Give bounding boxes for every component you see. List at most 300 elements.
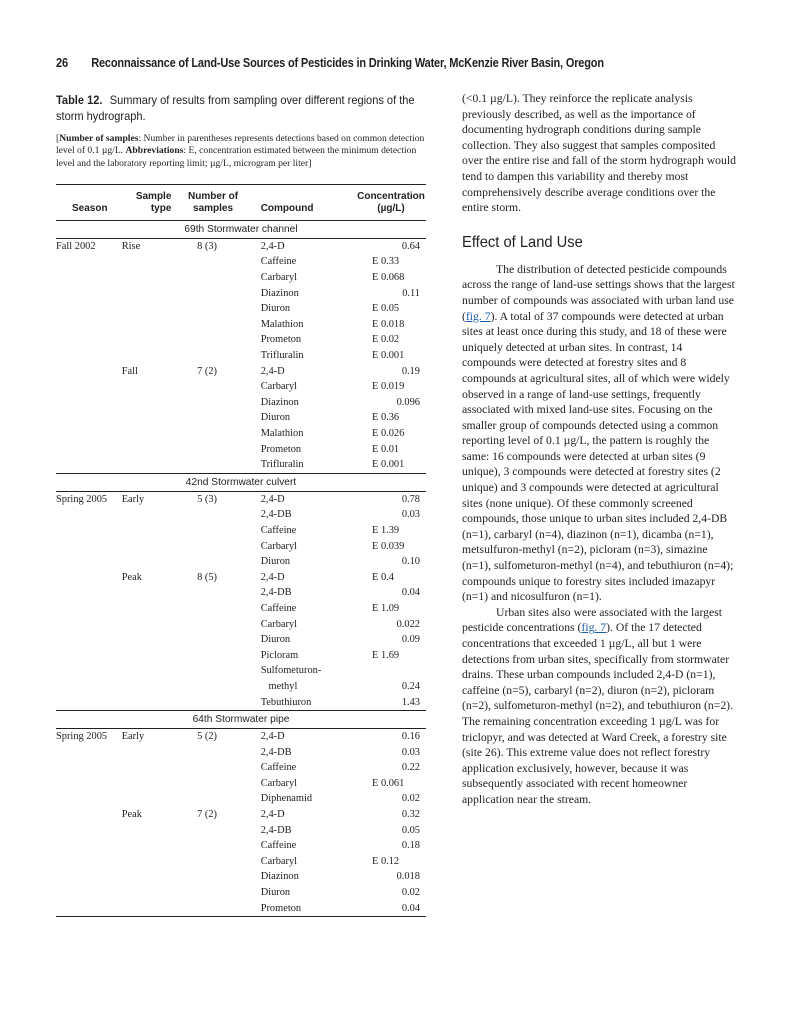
- season-cell: [56, 379, 122, 395]
- season-cell: [56, 823, 122, 839]
- samples-cell: [175, 379, 250, 395]
- table-row: [56, 410, 426, 426]
- table-row: [56, 301, 426, 317]
- concentration-value: E 0.4: [372, 571, 394, 583]
- season-cell: [56, 364, 122, 380]
- concentration-cell: [356, 632, 426, 648]
- samples-cell: [175, 410, 250, 426]
- concentration-value: E 0.33: [372, 256, 400, 268]
- sample-type-cell: [122, 760, 176, 776]
- samples-cell: [175, 632, 250, 648]
- season-cell: [56, 885, 122, 901]
- season-cell: [56, 617, 122, 633]
- samples-cell: [175, 838, 250, 854]
- compound-cell: 2,4-D: [260, 493, 285, 505]
- concentration-value: E 0.001: [372, 350, 405, 362]
- compound-cell: Trifluralin: [260, 350, 304, 362]
- concentration-value: 0.11: [402, 287, 420, 299]
- season-cell: [56, 507, 122, 523]
- table-row: [56, 695, 426, 711]
- concentration-cell: [356, 301, 426, 317]
- concentration-cell: [356, 457, 426, 473]
- compound-cell: 2,4-D: [260, 731, 285, 743]
- samples-cell: [175, 426, 250, 442]
- concentration-value: 0.04: [401, 902, 420, 914]
- samples-cell: 7 (2): [197, 809, 217, 821]
- concentration-cell: [356, 348, 426, 364]
- samples-cell: 5 (2): [197, 731, 217, 743]
- sample-type-cell: [122, 901, 176, 917]
- season-cell: [56, 632, 122, 648]
- concentration-cell: [356, 791, 426, 807]
- samples-cell: [175, 663, 250, 679]
- season-cell: [56, 901, 122, 917]
- sample-type-cell: [122, 601, 176, 617]
- concentration-cell: [356, 663, 426, 679]
- table-header-row: [56, 184, 426, 220]
- sample-type-cell: Peak: [121, 571, 142, 583]
- concentration-cell: [356, 442, 426, 458]
- concentration-value: E 0.001: [372, 459, 405, 471]
- concentration-value: 0.03: [401, 509, 420, 521]
- season-cell: [56, 301, 122, 317]
- note-bracket: [: [56, 133, 60, 144]
- sample-type-cell: [122, 885, 176, 901]
- sample-type-cell: [122, 679, 176, 695]
- concentration-value: 0.24: [401, 680, 420, 692]
- sample-type-cell: [122, 539, 176, 555]
- compound-cell: Carbaryl: [260, 855, 298, 867]
- season-cell: [56, 854, 122, 870]
- samples-cell: [175, 679, 250, 695]
- sample-type-cell: [122, 632, 176, 648]
- samples-cell: [175, 348, 250, 364]
- season-cell: [56, 760, 122, 776]
- sample-type-cell: Fall: [121, 365, 138, 377]
- samples-cell: [175, 901, 250, 917]
- col-header-season: Season: [56, 184, 122, 220]
- concentration-value: 0.096: [396, 396, 420, 408]
- table-row: [56, 617, 426, 633]
- col-header-number-of-samples: Number of samples: [175, 184, 250, 220]
- table-row: [56, 570, 426, 586]
- season-cell: [56, 601, 122, 617]
- compound-cell: Prometon: [251, 901, 356, 917]
- table-row: [56, 807, 426, 823]
- intro-paragraph: (<0.1 µg/L). They reinforce the replicate analysis previously described, as well as the importance of documenting hydrograph conditions during sample collection. They also suggest that samples composited over the entire rise and fall of the storm hydrograph would tend to dampen this variability and thereby most comprehensively describe average conditions over the entire storm.: [462, 92, 736, 215]
- samples-cell: [175, 760, 250, 776]
- compound-cell: Picloram: [260, 649, 299, 661]
- concentration-value: 0.02: [401, 793, 420, 805]
- table-row: [56, 601, 426, 617]
- season-cell: [56, 332, 122, 348]
- samples-cell: 5 (3): [197, 493, 217, 505]
- sample-type-cell: [122, 286, 176, 302]
- samples-cell: [175, 395, 250, 411]
- season-cell: [56, 286, 122, 302]
- compound-cell: 2,4-D: [260, 809, 285, 821]
- table-row: [56, 776, 426, 792]
- concentration-value: E 0.02: [372, 334, 400, 346]
- concentration-cell: [356, 317, 426, 333]
- compound-cell: 2,4-D: [260, 571, 285, 583]
- table-row: [56, 679, 426, 695]
- compound-cell: Malathion: [260, 318, 304, 330]
- concentration-value: E 1.69: [372, 649, 400, 661]
- table-row: [56, 442, 426, 458]
- table-row: [56, 729, 426, 745]
- compound-cell: Diuron: [260, 303, 291, 315]
- table-row: [56, 426, 426, 442]
- concentration-value: 0.64: [401, 240, 420, 252]
- samples-cell: 7 (2): [197, 365, 217, 377]
- samples-cell: [175, 791, 250, 807]
- concentration-value: E 0.039: [372, 540, 405, 552]
- concentration-cell: [356, 286, 426, 302]
- season-cell: Spring 2005: [56, 493, 108, 505]
- table-row: [56, 823, 426, 839]
- season-cell: [56, 869, 122, 885]
- compound-cell: Diuron: [260, 412, 291, 424]
- compound-cell: Diphenamid: [260, 793, 313, 805]
- sample-type-cell: Peak: [121, 809, 142, 821]
- page-number: 26: [56, 56, 68, 70]
- compound-cell: Prometon: [260, 443, 302, 455]
- table-column: [56, 92, 426, 917]
- concentration-cell: [356, 776, 426, 792]
- compound-cell: Malathion: [260, 428, 304, 440]
- samples-cell: [175, 869, 250, 885]
- running-title: Reconnaissance of Land-Use Sources of Pesticides in Drinking Water, McKenzie River Basin, Oregon: [91, 56, 604, 70]
- concentration-value: 0.02: [401, 887, 420, 899]
- table-row: [56, 238, 426, 254]
- sample-type-cell: [122, 617, 176, 633]
- season-cell: [56, 254, 122, 270]
- concentration-value: 0.22: [401, 762, 420, 774]
- season-cell: Fall 2002: [56, 240, 96, 252]
- note-term-samples: Number of samples: [59, 133, 139, 144]
- season-cell: [56, 585, 122, 601]
- section-title: 42nd Stormwater culvert: [56, 473, 426, 491]
- concentration-value: E 0.05: [372, 303, 400, 315]
- season-cell: [56, 807, 122, 823]
- table-caption-text: Summary of results from sampling over different regions of the storm hydrograph.: [56, 93, 415, 123]
- concentration-cell: [356, 539, 426, 555]
- concentration-cell: [356, 679, 426, 695]
- section-title: 69th Stormwater channel: [56, 220, 426, 238]
- season-cell: [56, 426, 122, 442]
- concentration-cell: [356, 901, 426, 917]
- compound-cell: Carbaryl: [260, 272, 298, 284]
- season-cell: [56, 457, 122, 473]
- concentration-value: E 0.12: [372, 855, 400, 867]
- sample-type-cell: [122, 554, 176, 570]
- concentration-cell: [356, 523, 426, 539]
- compound-cell: Diuron: [260, 634, 291, 646]
- concentration-cell: [356, 395, 426, 411]
- samples-cell: [175, 317, 250, 333]
- season-cell: [56, 442, 122, 458]
- samples-cell: [175, 457, 250, 473]
- samples-cell: [175, 854, 250, 870]
- table-note: [56, 133, 426, 170]
- sample-type-cell: Early: [121, 731, 145, 743]
- section-row: [56, 711, 426, 729]
- sample-type-cell: [122, 663, 176, 679]
- samples-cell: [175, 442, 250, 458]
- season-cell: [56, 348, 122, 364]
- compound-cell: methyl: [260, 680, 298, 692]
- col-header-concentration: Concentration (µg/L): [356, 184, 426, 220]
- sample-type-cell: [122, 648, 176, 664]
- sample-type-cell: [122, 869, 176, 885]
- table-row: [56, 539, 426, 555]
- concentration-cell: [356, 364, 426, 380]
- table-row: [56, 491, 426, 507]
- note-text-samples: : Number in parentheses represents detections based on common detection level of 0.1 µg/L.: [56, 133, 425, 157]
- table-row: [56, 854, 426, 870]
- table-row: [56, 254, 426, 270]
- table-row: [56, 286, 426, 302]
- concentration-cell: [356, 854, 426, 870]
- table-row: [56, 901, 426, 917]
- compound-cell: 2,4-DB: [260, 746, 292, 758]
- table-caption: [56, 92, 424, 124]
- compound-cell: Caffeine: [260, 602, 297, 614]
- concentration-value: 0.19: [401, 365, 420, 377]
- samples-cell: [175, 648, 250, 664]
- sample-type-cell: [122, 745, 176, 761]
- table-row: [56, 648, 426, 664]
- concentration-cell: [356, 270, 426, 286]
- section-row: [56, 220, 426, 238]
- compound-cell: Caffeine: [260, 524, 297, 536]
- concentration-value: E 1.39: [372, 524, 400, 536]
- samples-cell: [175, 286, 250, 302]
- table-row: [56, 838, 426, 854]
- concentration-cell: [356, 648, 426, 664]
- table-row: [56, 507, 426, 523]
- note-text-abbreviations: : E, concentration estimated between the minimum detection level and the laboratory reporting limit; µg/L, microgram per liter]: [56, 145, 417, 169]
- table-row: [56, 885, 426, 901]
- section-row: [56, 473, 426, 491]
- samples-cell: 8 (3): [197, 240, 217, 252]
- section-title: 64th Stormwater pipe: [56, 711, 426, 729]
- results-table: [56, 184, 426, 917]
- season-cell: [56, 791, 122, 807]
- concentration-cell: [356, 585, 426, 601]
- season-cell: [56, 663, 122, 679]
- samples-cell: [175, 601, 250, 617]
- sample-type-cell: [122, 317, 176, 333]
- concentration-cell: [356, 332, 426, 348]
- sample-type-cell: [122, 348, 176, 364]
- figure-7-link[interactable]: fig. 7: [581, 621, 607, 635]
- concentration-value: 0.32: [401, 809, 420, 821]
- concentration-value: 0.78: [401, 493, 420, 505]
- compound-cell: Trifluralin: [260, 459, 304, 471]
- concentration-cell: [356, 729, 426, 745]
- sample-type-cell: Early: [121, 493, 145, 505]
- col-header-compound: Compound: [251, 184, 356, 220]
- concentration-value: E 0.026: [372, 428, 405, 440]
- table-row: [56, 632, 426, 648]
- compound-cell: 2,4-D: [260, 240, 285, 252]
- sample-type-cell: [122, 457, 176, 473]
- concentration-cell: [356, 807, 426, 823]
- text-column: [462, 91, 737, 808]
- sample-type-cell: [122, 395, 176, 411]
- running-header: [56, 56, 604, 70]
- concentration-cell: [356, 570, 426, 586]
- compound-cell: Carbaryl: [260, 777, 298, 789]
- concentration-value: 0.09: [401, 634, 420, 646]
- concentration-cell: [356, 410, 426, 426]
- concentration-value: E 1.09: [372, 602, 400, 614]
- compound-cell: Diuron: [260, 556, 291, 568]
- sample-type-cell: [122, 695, 176, 711]
- compound-cell: Diuron: [260, 887, 291, 899]
- table-label: Table 12.: [56, 93, 103, 107]
- season-cell: [56, 679, 122, 695]
- concentration-cell: [356, 238, 426, 254]
- concentration-value: E 0.061: [372, 777, 405, 789]
- sample-type-cell: [122, 507, 176, 523]
- compound-cell: 2,4-DB: [260, 587, 292, 599]
- concentration-cell: [356, 823, 426, 839]
- concentration-cell: [356, 601, 426, 617]
- samples-cell: [175, 745, 250, 761]
- samples-cell: [175, 617, 250, 633]
- concentration-value: E 0.36: [372, 412, 400, 424]
- samples-cell: [175, 270, 250, 286]
- concentration-cell: [356, 885, 426, 901]
- season-cell: [56, 570, 122, 586]
- compound-cell: Carbaryl: [260, 381, 298, 393]
- season-cell: [56, 270, 122, 286]
- table-row: [56, 523, 426, 539]
- concentration-cell: [356, 554, 426, 570]
- table-row: [56, 270, 426, 286]
- table-row: [56, 364, 426, 380]
- compound-cell: Tebuthiuron: [260, 696, 312, 708]
- samples-cell: [175, 585, 250, 601]
- concentration-value: E 0.019: [372, 381, 405, 393]
- sample-type-cell: [122, 823, 176, 839]
- concentration-cell: [356, 254, 426, 270]
- sample-type-cell: [122, 379, 176, 395]
- samples-cell: [175, 695, 250, 711]
- concentration-value: 1.43: [401, 696, 420, 708]
- sample-type-cell: [122, 332, 176, 348]
- table-row: [56, 663, 426, 679]
- table-row: [56, 791, 426, 807]
- sample-type-cell: Rise: [121, 240, 141, 252]
- concentration-cell: [356, 617, 426, 633]
- compound-cell: Diazinon: [260, 871, 299, 883]
- concentration-value: E 0.01: [372, 443, 400, 455]
- concentration-cell: [356, 869, 426, 885]
- sample-type-cell: [122, 301, 176, 317]
- table-row: [56, 348, 426, 364]
- season-cell: [56, 317, 122, 333]
- sample-type-cell: [122, 585, 176, 601]
- samples-cell: [175, 885, 250, 901]
- sample-type-cell: [122, 426, 176, 442]
- concentration-value: 0.022: [396, 618, 420, 630]
- samples-cell: [175, 823, 250, 839]
- concentration-value: 0.04: [401, 587, 420, 599]
- compound-cell: 2,4-DB: [260, 824, 292, 836]
- table-row: [56, 585, 426, 601]
- compound-cell: Carbaryl: [260, 540, 298, 552]
- compound-cell: Diazinon: [260, 396, 299, 408]
- sample-type-cell: [122, 442, 176, 458]
- season-cell: [56, 695, 122, 711]
- samples-cell: [175, 554, 250, 570]
- col-header-sample-type: Sample type: [122, 184, 176, 220]
- compound-cell: Sulfometuron-: [260, 665, 322, 677]
- concentration-value: E 0.018: [372, 318, 405, 330]
- table-row: [56, 760, 426, 776]
- table-row: [56, 332, 426, 348]
- concentration-cell: [356, 379, 426, 395]
- concentration-cell: [356, 491, 426, 507]
- sample-type-cell: [122, 254, 176, 270]
- concentration-cell: [356, 838, 426, 854]
- figure-7-link[interactable]: fig. 7: [465, 309, 491, 323]
- season-cell: [56, 838, 122, 854]
- table-row: [56, 554, 426, 570]
- season-cell: [56, 776, 122, 792]
- concentration-value: 0.018: [396, 871, 420, 883]
- sample-type-cell: [122, 410, 176, 426]
- table-row: [56, 379, 426, 395]
- concentration-value: E 0.068: [372, 272, 405, 284]
- concentration-cell: [356, 426, 426, 442]
- compound-cell: Carbaryl: [260, 618, 298, 630]
- table-row: [56, 395, 426, 411]
- compound-cell: Diazinon: [260, 287, 299, 299]
- paragraph-land-use-2: Urban sites also were associated with the largest pesticide concentrations (fig. 7). Of the 17 detected concentrations that exceeded 1 µg/L, all but 1 were detections from urban sites, specifically from stormwater drains. These urban compounds included 2,4-D (n=1), caffeine (n=5), carbaryl (n=2), diuron (n=2), picloram (n=2), sulfometuron-methyl (n=2), and tebuthiuron (n=2). The remaining concentration exceeding 1 µg/L was for triclopyr, and was detected at Ward Creek, a forestry site (site 26). This extreme value does not reflect forestry application exclusively, however, because it was subsequently associated with recent homeowner application near the stream.: [462, 605, 733, 806]
- concentration-value: 0.18: [401, 840, 420, 852]
- table-row: [56, 869, 426, 885]
- compound-cell: 2,4-D: [260, 365, 285, 377]
- table-row: [56, 317, 426, 333]
- concentration-value: 0.10: [401, 556, 420, 568]
- compound-cell: Prometon: [260, 334, 302, 346]
- season-cell: [56, 648, 122, 664]
- samples-cell: [175, 776, 250, 792]
- season-cell: [56, 523, 122, 539]
- season-cell: [56, 539, 122, 555]
- samples-cell: [175, 507, 250, 523]
- sample-type-cell: [122, 776, 176, 792]
- season-cell: [56, 745, 122, 761]
- section-heading: Effect of Land Use: [462, 233, 583, 251]
- samples-cell: 8 (5): [197, 571, 217, 583]
- table-body: [56, 220, 426, 916]
- samples-cell: [175, 332, 250, 348]
- concentration-cell: [356, 695, 426, 711]
- season-cell: [56, 410, 122, 426]
- concentration-cell: [356, 760, 426, 776]
- sample-type-cell: [122, 791, 176, 807]
- note-term-abbreviations: Abbreviations: [125, 145, 184, 157]
- season-cell: [56, 395, 122, 411]
- sample-type-cell: [122, 838, 176, 854]
- samples-cell: [175, 523, 250, 539]
